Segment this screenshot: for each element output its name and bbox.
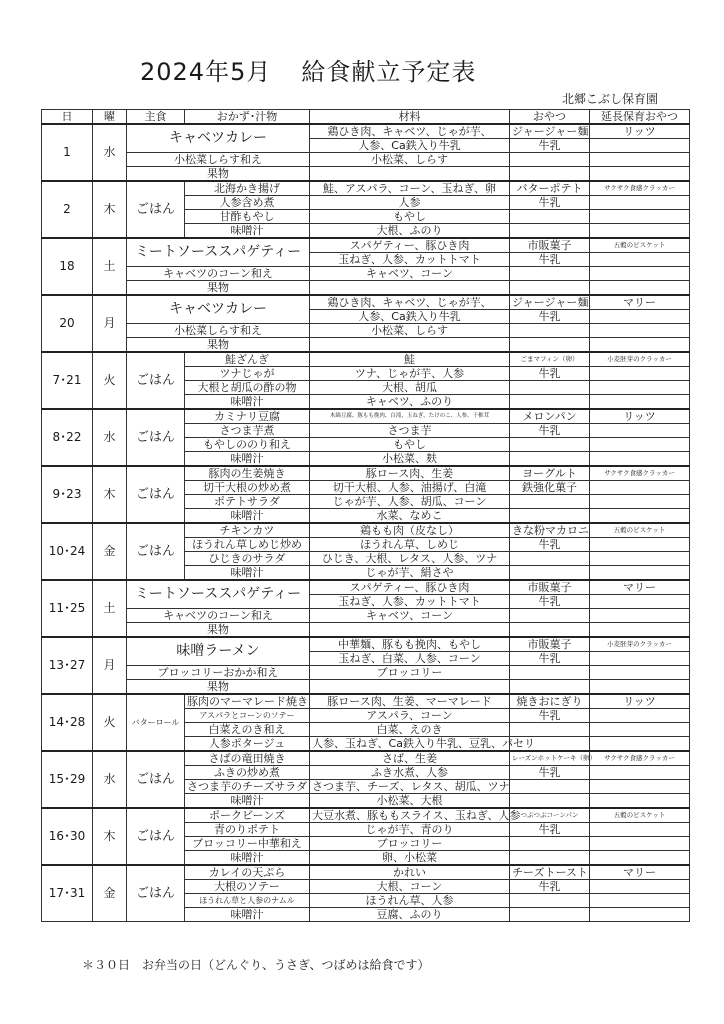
header-extended-snack: 延長保育おやつ [590, 110, 690, 125]
extended-snack-cell [590, 780, 690, 794]
snack-cell: きな粉マカロニ [510, 523, 590, 538]
snack-cell: 市販菓子 [510, 637, 590, 652]
table-row [42, 238, 690, 253]
extended-snack-cell [590, 552, 690, 566]
dish-cell: ひじきのサラダ [185, 552, 310, 566]
extended-snack-cell [590, 723, 690, 737]
snack-cell [510, 908, 590, 922]
staple-cell: ごはん [127, 865, 185, 922]
dish-cell: ほうれん草しめじ炒め [185, 538, 310, 552]
dish-cell: 味噌汁 [185, 851, 310, 866]
ingredients-cell: ふき水煮、人参 [310, 766, 510, 780]
snack-cell [510, 623, 590, 638]
snack-cell [510, 167, 590, 182]
extended-snack-cell [590, 224, 690, 239]
date-cell: 7･21 [42, 352, 93, 409]
ingredients-cell: キャベツ、コーン [310, 267, 510, 281]
snack-cell: ジャージャー麺 [510, 295, 590, 310]
snack-cell: ごまマフィン（卵） [510, 352, 590, 367]
ingredients-cell: 鶏もも肉（皮なし） [310, 523, 510, 538]
dish-cell: さばの竜田焼き [185, 751, 310, 766]
dish-cell: 味噌汁 [185, 452, 310, 467]
page-title [140, 52, 476, 87]
ingredients-cell: かれい [310, 865, 510, 880]
ingredients-cell [310, 281, 510, 296]
dish-cell: ブロッコリー中華和え [185, 837, 310, 851]
snack-cell: 市販菓子 [510, 580, 590, 595]
snack-cell: 牛乳 [510, 538, 590, 552]
extended-snack-cell: リッツ [590, 124, 690, 139]
ingredients-cell: ブロッコリー [310, 837, 510, 851]
dish-cell: カミナリ豆腐 [185, 409, 310, 424]
ingredients-cell: 切干大根、人参、油揚げ、白滝 [310, 481, 510, 495]
snack-cell [510, 438, 590, 452]
ingredients-cell: ひじき、大根、レタス、人参、ツナ [310, 552, 510, 566]
ingredients-cell: 鮭、アスパラ、コーン、玉ねぎ、卵 [310, 181, 510, 196]
dish-cell: 果物 [127, 680, 310, 695]
date-cell: 20 [42, 295, 93, 352]
dish-cell: 果物 [127, 338, 310, 353]
table-row [42, 167, 690, 182]
snack-cell: チーズトースト [510, 865, 590, 880]
snack-cell [510, 780, 590, 794]
header-row [42, 110, 690, 125]
dish-cell: 豚肉の生姜焼き [185, 466, 310, 481]
menu-table [41, 109, 690, 922]
dish-cell: 味噌汁 [185, 509, 310, 524]
snack-cell [510, 723, 590, 737]
main-dish-cell: ミートソーススパゲティー [127, 238, 310, 267]
snack-cell [510, 794, 590, 809]
ingredients-cell: 鶏ひき肉、キャベツ、じゃが芋、 [310, 124, 510, 139]
extended-snack-cell: リッツ [590, 694, 690, 709]
extended-snack-cell [590, 424, 690, 438]
extended-snack-cell [590, 680, 690, 695]
day-cell: 木 [93, 808, 127, 865]
day-cell: 木 [93, 181, 127, 238]
date-cell: 14･28 [42, 694, 93, 751]
staple-cell: ごはん [127, 808, 185, 865]
ingredients-cell: 木綿豆腐、豚もも挽肉、白滝、玉ねぎ、たけのこ、人参、干椎茸 [310, 409, 510, 424]
extended-snack-cell [590, 395, 690, 410]
ingredients-cell: 鮭 [310, 352, 510, 367]
ingredients-cell: 中華麺、豚もも挽肉、もやし [310, 637, 510, 652]
day-cell: 水 [93, 409, 127, 466]
ingredients-cell [310, 167, 510, 182]
ingredients-cell: 豚ロース肉、生姜 [310, 466, 510, 481]
snack-cell: 焼きおにぎり [510, 694, 590, 709]
ingredients-cell: キャベツ、コーン [310, 609, 510, 623]
extended-snack-cell [590, 324, 690, 338]
dish-cell: 大根と胡瓜の酢の物 [185, 381, 310, 395]
snack-cell [510, 509, 590, 524]
snack-cell: 牛乳 [510, 709, 590, 723]
date-cell: 17･31 [42, 865, 93, 922]
header-date: 日 [42, 110, 93, 125]
dish-cell: 北海かき揚げ [185, 181, 310, 196]
table-row [42, 324, 690, 338]
day-cell: 金 [93, 865, 127, 922]
snack-cell [510, 495, 590, 509]
extended-snack-cell: マリー [590, 865, 690, 880]
ingredients-cell: 大豆水煮、豚ももスライス、玉ねぎ、人参 [310, 808, 510, 823]
extended-snack-cell [590, 452, 690, 467]
ingredients-cell: ほうれん草、しめじ [310, 538, 510, 552]
table-row [42, 153, 690, 167]
snack-cell [510, 609, 590, 623]
extended-snack-cell: サクサク食感クラッカー [590, 181, 690, 196]
snack-cell: 市販菓子 [510, 238, 590, 253]
snack-cell [510, 381, 590, 395]
ingredients-cell [310, 623, 510, 638]
extended-snack-cell [590, 153, 690, 167]
ingredients-cell: 小松菜、麸 [310, 452, 510, 467]
extended-snack-cell [590, 481, 690, 495]
day-cell: 火 [93, 694, 127, 751]
dish-cell: ブロッコリーおかか和え [127, 666, 310, 680]
ingredients-cell: 人参、玉ねぎ、Ca鉄入り牛乳、豆乳、パセリ [310, 737, 510, 752]
ingredients-cell: 小松菜、しらす [310, 324, 510, 338]
ingredients-cell: 玉ねぎ、人参、カットトマト [310, 595, 510, 609]
extended-snack-cell [590, 666, 690, 680]
day-cell: 火 [93, 352, 127, 409]
extended-snack-cell [590, 367, 690, 381]
extended-snack-cell: リッツ [590, 409, 690, 424]
extended-snack-cell [590, 623, 690, 638]
main-dish-cell: ミートソーススパゲティー [127, 580, 310, 609]
table-row [42, 267, 690, 281]
snack-cell [510, 680, 590, 695]
snack-cell [510, 267, 590, 281]
snack-cell [510, 395, 590, 410]
ingredients-cell: 人参 [310, 196, 510, 210]
title-month: 2024年5月 [140, 58, 272, 86]
ingredients-cell: もやし [310, 438, 510, 452]
snack-cell [510, 837, 590, 851]
ingredients-cell: 小松菜、大根 [310, 794, 510, 809]
table-row [42, 666, 690, 680]
extended-snack-cell [590, 709, 690, 723]
date-cell: 8･22 [42, 409, 93, 466]
extended-snack-cell [590, 509, 690, 524]
snack-cell [510, 224, 590, 239]
extended-snack-cell [590, 139, 690, 153]
ingredients-cell: 鶏ひき肉、キャベツ、じゃが芋、 [310, 295, 510, 310]
dish-cell: キャベツのコーン和え [127, 267, 310, 281]
dish-cell: 小松菜しらす和え [127, 324, 310, 338]
dish-cell: 青のりポテト [185, 823, 310, 837]
table-row [42, 295, 690, 310]
day-cell: 水 [93, 124, 127, 181]
dish-cell: 人参含め煮 [185, 196, 310, 210]
table-row [42, 338, 690, 353]
extended-snack-cell [590, 595, 690, 609]
extended-snack-cell [590, 766, 690, 780]
dish-cell: 鮭ざんぎ [185, 352, 310, 367]
extended-snack-cell: マリー [590, 580, 690, 595]
dish-cell: 味噌汁 [185, 224, 310, 239]
main-dish-cell: キャベツカレー [127, 124, 310, 153]
snack-cell: 牛乳 [510, 595, 590, 609]
ingredients-cell: じゃが芋、絹さや [310, 566, 510, 581]
snack-cell: メロンパン [510, 409, 590, 424]
extended-snack-cell [590, 566, 690, 581]
snack-cell [510, 851, 590, 866]
dish-cell: ポークビーンズ [185, 808, 310, 823]
ingredients-cell: 豚ロース肉、生姜、マーマレード [310, 694, 510, 709]
title-text: 給食献立予定表 [301, 58, 477, 86]
main-dish-cell: キャベツカレー [127, 295, 310, 324]
snack-cell: 牛乳 [510, 367, 590, 381]
dish-cell: ツナじゃが [185, 367, 310, 381]
ingredients-cell: 小松菜、しらす [310, 153, 510, 167]
table-row [42, 609, 690, 623]
extended-snack-cell [590, 310, 690, 324]
table-row [42, 409, 690, 424]
snack-cell [510, 210, 590, 224]
snack-cell: 牛乳 [510, 823, 590, 837]
extended-snack-cell [590, 908, 690, 922]
staple-cell: ごはん [127, 751, 185, 808]
extended-snack-cell: 小麦胚芽のクラッカー [590, 352, 690, 367]
snack-cell: 牛乳 [510, 652, 590, 666]
ingredients-cell: アスパラ、コーン [310, 709, 510, 723]
snack-cell: バターポテト [510, 181, 590, 196]
extended-snack-cell [590, 538, 690, 552]
extended-snack-cell [590, 495, 690, 509]
menu-body [42, 124, 690, 922]
ingredients-cell: さつま芋、チーズ、レタス、胡瓜、ツナ [310, 780, 510, 794]
ingredients-cell: 水菜、なめこ [310, 509, 510, 524]
dish-cell: 味噌汁 [185, 794, 310, 809]
day-cell: 水 [93, 751, 127, 808]
table-row [42, 680, 690, 695]
table-row [42, 352, 690, 367]
dish-cell: 白菜えのき和え [185, 723, 310, 737]
day-cell: 土 [93, 580, 127, 637]
dish-cell: アスパラとコーンのソテー [185, 709, 310, 723]
snack-cell: レーズンホットケーキ（卵） [510, 751, 590, 766]
snack-cell [510, 552, 590, 566]
ingredients-cell: 白菜、えのき [310, 723, 510, 737]
extended-snack-cell: 五穀のビスケット [590, 238, 690, 253]
staple-cell: ごはん [127, 352, 185, 409]
dish-cell: カレイの天ぷら [185, 865, 310, 880]
extended-snack-cell: サクサク食感クラッカー [590, 751, 690, 766]
staple-cell: ごはん [127, 523, 185, 580]
dish-cell: 味噌汁 [185, 908, 310, 922]
date-cell: 2 [42, 181, 93, 238]
table-row [42, 808, 690, 823]
date-cell: 16･30 [42, 808, 93, 865]
snack-cell: 牛乳 [510, 196, 590, 210]
ingredients-cell [310, 338, 510, 353]
ingredients-cell: 豆腐、ふのり [310, 908, 510, 922]
date-cell: 9･23 [42, 466, 93, 523]
ingredients-cell: キャベツ、ふのり [310, 395, 510, 410]
dish-cell: 切干大根の炒め煮 [185, 481, 310, 495]
table-row [42, 181, 690, 196]
extended-snack-cell [590, 338, 690, 353]
header-staple: 主食 [127, 110, 185, 125]
snack-cell: 牛乳 [510, 310, 590, 324]
header-day: 曜 [93, 110, 127, 125]
ingredients-cell: じゃが芋、人参、胡瓜、コーン [310, 495, 510, 509]
staple-cell: ごはん [127, 466, 185, 523]
ingredients-cell: ほうれん草、人参 [310, 894, 510, 908]
header-ingredients: 材料 [310, 110, 510, 125]
date-cell: 13･27 [42, 637, 93, 694]
dish-cell: キャベツのコーン和え [127, 609, 310, 623]
snack-cell: 牛乳 [510, 139, 590, 153]
main-dish-cell: 味噌ラーメン [127, 637, 310, 666]
snack-cell [510, 281, 590, 296]
table-row [42, 466, 690, 481]
extended-snack-cell [590, 167, 690, 182]
extended-snack-cell [590, 281, 690, 296]
snack-cell: 牛乳 [510, 766, 590, 780]
ingredients-cell: スパゲティー、豚ひき肉 [310, 238, 510, 253]
table-row [42, 124, 690, 139]
snack-cell [510, 566, 590, 581]
footer-note: ＊３０日 お弁当の日（どんぐり、うさぎ、つばめは給食です） [82, 958, 430, 972]
ingredients-cell: 大根、ふのり [310, 224, 510, 239]
dish-cell: さつま芋煮 [185, 424, 310, 438]
ingredients-cell: ブロッコリー [310, 666, 510, 680]
dish-cell: もやしののり和え [185, 438, 310, 452]
extended-snack-cell [590, 267, 690, 281]
date-cell: 1 [42, 124, 93, 181]
extended-snack-cell [590, 609, 690, 623]
snack-cell: 鉄強化菓子 [510, 481, 590, 495]
day-cell: 土 [93, 238, 127, 295]
day-cell: 月 [93, 295, 127, 352]
snack-cell [510, 153, 590, 167]
snack-cell: つぶつぶコーンパン [510, 808, 590, 823]
extended-snack-cell [590, 880, 690, 894]
dish-cell: チキンカツ [185, 523, 310, 538]
snack-cell [510, 338, 590, 353]
ingredients-cell: さつま芋 [310, 424, 510, 438]
table-row [42, 694, 690, 709]
extended-snack-cell [590, 794, 690, 809]
ingredients-cell: 人参、Ca鉄入り牛乳 [310, 139, 510, 153]
table-row [42, 523, 690, 538]
dish-cell: ポテトサラダ [185, 495, 310, 509]
table-row [42, 580, 690, 595]
staple-cell: バターロール [127, 694, 185, 751]
extended-snack-cell [590, 210, 690, 224]
header-snack: おやつ [510, 110, 590, 125]
extended-snack-cell [590, 381, 690, 395]
date-cell: 15･29 [42, 751, 93, 808]
extended-snack-cell: サクサク食感クラッカー [590, 466, 690, 481]
dish-cell: 小松菜しらす和え [127, 153, 310, 167]
snack-cell: 牛乳 [510, 253, 590, 267]
extended-snack-cell [590, 652, 690, 666]
snack-cell [510, 452, 590, 467]
day-cell: 月 [93, 637, 127, 694]
extended-snack-cell: 五穀のビスケット [590, 523, 690, 538]
table-row [42, 751, 690, 766]
ingredients-cell: 玉ねぎ、白菜、人参、コーン [310, 652, 510, 666]
extended-snack-cell: マリー [590, 295, 690, 310]
ingredients-cell: じゃが芋、青のり [310, 823, 510, 837]
extended-snack-cell [590, 837, 690, 851]
extended-snack-cell [590, 851, 690, 866]
dish-cell: 果物 [127, 623, 310, 638]
dish-cell: ふきの炒め煮 [185, 766, 310, 780]
date-cell: 18 [42, 238, 93, 295]
table-row [42, 637, 690, 652]
day-cell: 金 [93, 523, 127, 580]
dish-cell: 大根のソテー [185, 880, 310, 894]
extended-snack-cell [590, 196, 690, 210]
dish-cell: さつま芋のチーズサラダ [185, 780, 310, 794]
day-cell: 木 [93, 466, 127, 523]
extended-snack-cell: 小麦胚芽のクラッカー [590, 637, 690, 652]
ingredients-cell: 玉ねぎ、人参、カットトマト [310, 253, 510, 267]
ingredients-cell: さば、生姜 [310, 751, 510, 766]
staple-cell: ごはん [127, 181, 185, 238]
ingredients-cell: ツナ、じゃが芋、人参 [310, 367, 510, 381]
extended-snack-cell [590, 737, 690, 752]
ingredients-cell [310, 680, 510, 695]
staple-cell: ごはん [127, 409, 185, 466]
dish-cell: 味噌汁 [185, 566, 310, 581]
dish-cell: 果物 [127, 281, 310, 296]
extended-snack-cell [590, 438, 690, 452]
table-row [42, 623, 690, 638]
snack-cell: ジャージャー麺 [510, 124, 590, 139]
dish-cell: 味噌汁 [185, 395, 310, 410]
ingredients-cell: 人参、Ca鉄入り牛乳 [310, 310, 510, 324]
ingredients-cell: もやし [310, 210, 510, 224]
extended-snack-cell: 五穀のビスケット [590, 808, 690, 823]
date-cell: 10･24 [42, 523, 93, 580]
dish-cell: 甘酢もやし [185, 210, 310, 224]
dish-cell: 果物 [127, 167, 310, 182]
extended-snack-cell [590, 823, 690, 837]
snack-cell [510, 666, 590, 680]
table-row [42, 865, 690, 880]
date-cell: 11･25 [42, 580, 93, 637]
ingredients-cell: 大根、コーン [310, 880, 510, 894]
dish-cell: ほうれん草と人参のナムル [185, 894, 310, 908]
snack-cell: 牛乳 [510, 880, 590, 894]
ingredients-cell: スパゲティー、豚ひき肉 [310, 580, 510, 595]
nursery-name: 北郷こぶし保育園 [562, 92, 659, 106]
ingredients-cell: 卵、小松菜 [310, 851, 510, 866]
dish-cell: 人参ポタージュ [185, 737, 310, 752]
snack-cell [510, 324, 590, 338]
snack-cell: 牛乳 [510, 424, 590, 438]
dish-cell: 豚肉のマーマレード焼き [185, 694, 310, 709]
table-row [42, 281, 690, 296]
snack-cell [510, 894, 590, 908]
extended-snack-cell [590, 253, 690, 267]
ingredients-cell: 大根、胡瓜 [310, 381, 510, 395]
header-dish: おかず･汁物 [185, 110, 310, 125]
extended-snack-cell [590, 894, 690, 908]
snack-cell: ヨーグルト [510, 466, 590, 481]
